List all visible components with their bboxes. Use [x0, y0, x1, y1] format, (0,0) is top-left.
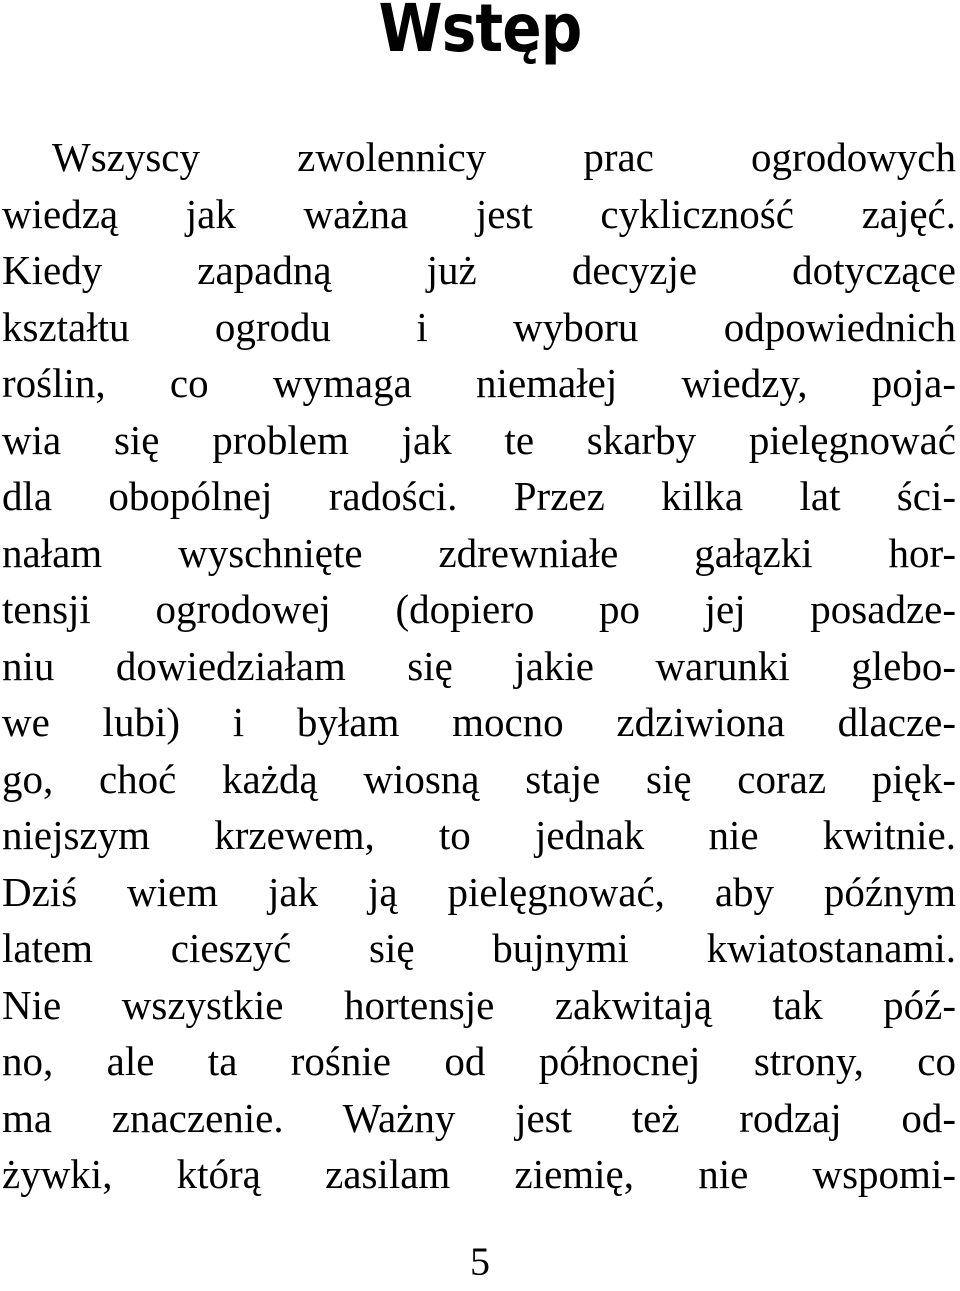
text-line: niejszym krzewem, to jednak nie kwitnie.	[2, 812, 956, 858]
text-line: wiedzą jak ważna jest cykliczność zajęć.	[2, 190, 956, 237]
text-line: niu dowiedziałam się jakie warunki glebo-	[2, 642, 956, 689]
text-line: no, ale ta rośnie od północnej strony, co	[2, 1038, 956, 1084]
body-paragraph	[2, 129, 956, 1203]
text-line: Nie wszystkie hortensje zakwitają tak póź-	[2, 981, 956, 1028]
page-title: Wstęp	[378, 0, 582, 67]
text-line: we lubi) i byłam mocno zdziwiona dlacze-	[2, 699, 956, 745]
text-line: Dziś wiem jak ją pielęgnować, aby późnym	[2, 868, 956, 915]
text-line: wia się problem jak te skarby pielęgnować	[2, 416, 956, 463]
text-line: latem cieszyć się bujnymi kwiatostanami.	[2, 925, 956, 971]
text-line: żywki, którą zasilam ziemię, nie wspomi-	[2, 1151, 956, 1197]
page-number: 5	[470, 1239, 490, 1284]
text-line: ma znaczenie. Ważny jest też rodzaj od-	[2, 1094, 956, 1141]
text-line: tensji ogrodowej (dopiero po jej posadze-	[2, 586, 956, 632]
text-line: Kiedy zapadną już decyzje dotyczące	[2, 247, 956, 293]
text-line: dla obopólnej radości. Przez kilka lat ści-	[2, 473, 956, 519]
text-line: kształtu ogrodu i wyboru odpowiednich	[2, 303, 956, 350]
text-line: roślin, co wymaga niemałej wiedzy, poja-	[2, 360, 956, 406]
text-line: nałam wyschnięte zdrewniałe gałązki hor-	[2, 529, 956, 576]
text-line: go, choć każdą wiosną staje się coraz pięk-	[2, 755, 956, 802]
text-line: Wszyscy zwolennicy prac ogrodowych	[52, 134, 956, 180]
